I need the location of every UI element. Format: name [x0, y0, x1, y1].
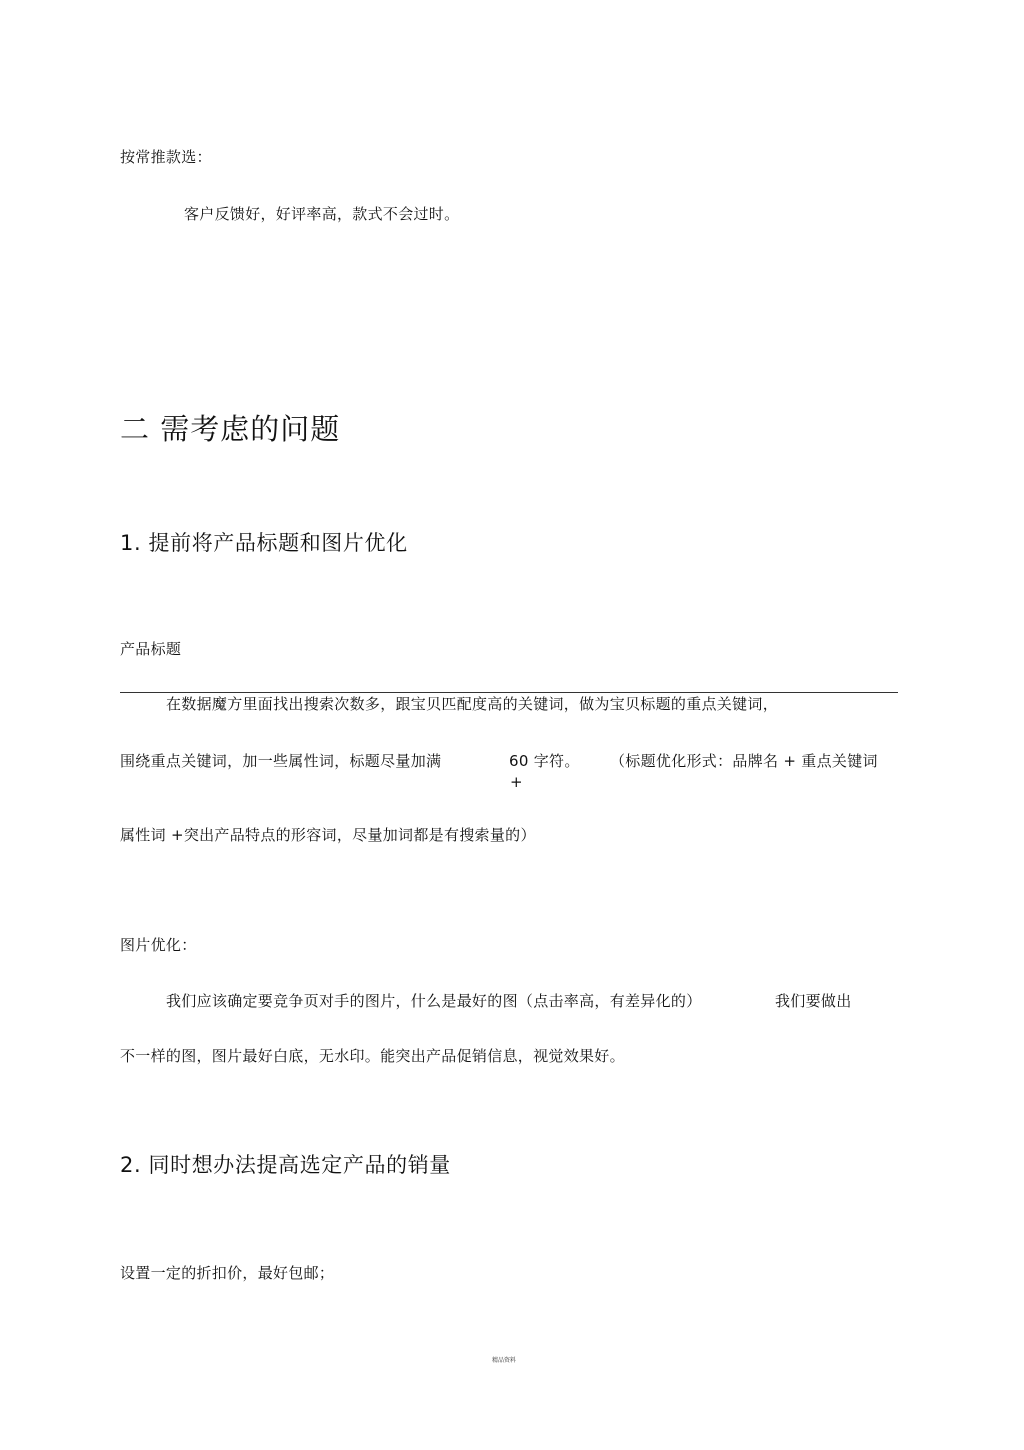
- image-optimization-label: 图片优化：: [120, 936, 197, 954]
- divider-line: [120, 692, 898, 693]
- para2-line2: 不一样的图，图片最好白底，无水印。能突出产品促销信息，视觉效果好。: [120, 1047, 625, 1065]
- subsection-2-heading: 2. 同时想办法提高选定产品的销量: [120, 1153, 451, 1177]
- para2-line1-part2: 我们要做出: [775, 992, 852, 1010]
- para1-line2-part2: 60 字符。: [509, 752, 580, 770]
- para1-line2-plus: +: [510, 773, 523, 791]
- feedback-line: 客户反馈好，好评率高，款式不会过时。: [184, 205, 460, 223]
- subsection-1-heading: 1. 提前将产品标题和图片优化: [120, 531, 408, 555]
- para1-line3: 属性词 +突出产品特点的形容词，尽量加词都是有搜索量的）: [120, 826, 536, 844]
- product-title-label: 产品标题: [120, 640, 182, 658]
- para3-line1: 设置一定的折扣价，最好包邮；: [120, 1264, 335, 1282]
- para2-line1-part1: 我们应该确定要竞争页对手的图片，什么是最好的图（点击率高，有差异化的）: [166, 992, 702, 1010]
- page-footer: 精品资料: [492, 1357, 517, 1364]
- para1-line2-part3: （标题优化形式：品牌名 + 重点关键词: [610, 752, 878, 770]
- para1-line2-part1: 围绕重点关键词，加一些属性词，标题尽量加满: [120, 752, 442, 770]
- para1-line1: 在数据魔方里面找出搜索次数多，跟宝贝匹配度高的关键词，做为宝贝标题的重点关键词，: [166, 695, 779, 713]
- push-select-line: 按常推款选：: [120, 148, 212, 166]
- section-2-heading: 二 需考虑的问题: [120, 412, 341, 446]
